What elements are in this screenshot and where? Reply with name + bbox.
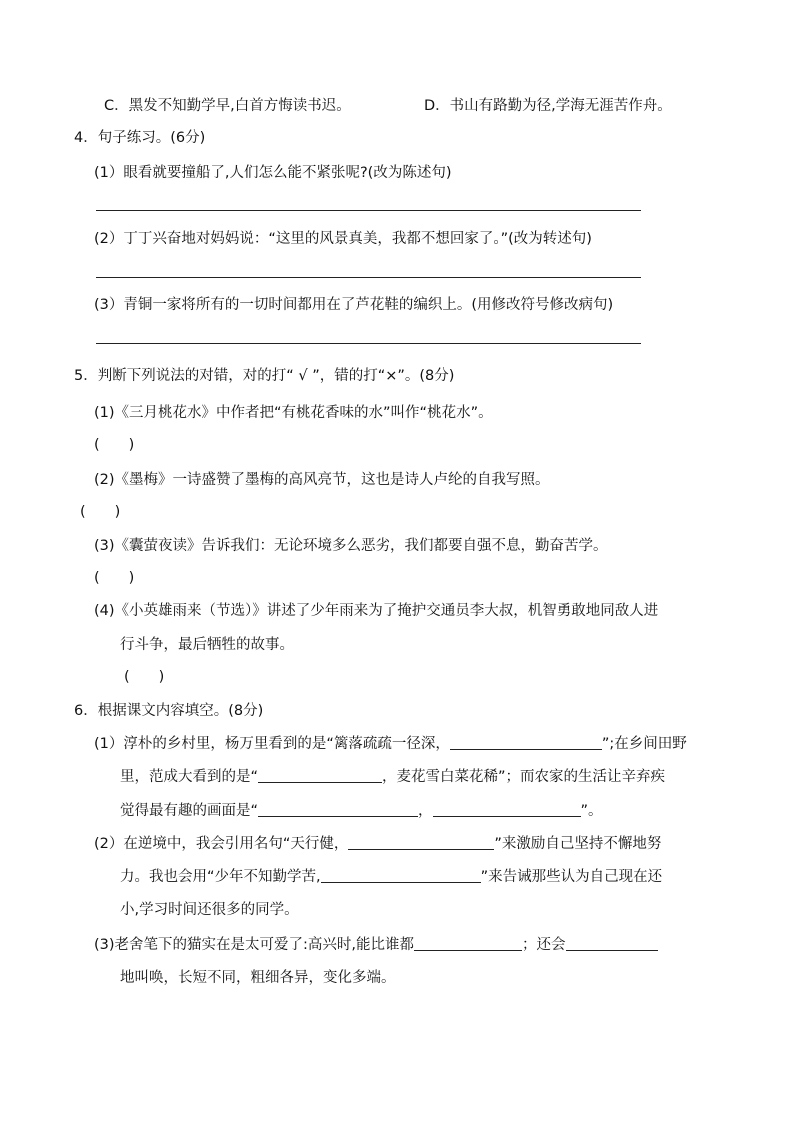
q6-blank-4[interactable] <box>433 802 581 817</box>
q6-blank-6[interactable] <box>321 868 481 883</box>
q6-p1-text-c: 里，范成大看到的是“ <box>120 769 259 785</box>
q6-p2-text-a: (2）在逆境中，我会引用名句“天行健， <box>94 836 349 852</box>
q5-item-3: (3)《囊萤夜读》告诉我们：无论环境多么恶劣，我们都要自强不息，勤奋苦学。 <box>94 538 608 554</box>
q6-p1-text-b: ”;在乡间田野 <box>601 736 687 752</box>
q6-p1-text-g: ”。 <box>580 803 603 819</box>
q5-answer-paren-1[interactable]: ( ) <box>94 437 135 453</box>
q5-item-1: (1)《三月桃花水》中作者把“有桃花香味的水”叫作“桃花水”。 <box>94 405 493 421</box>
q6-part-3-line-1 <box>94 935 658 955</box>
q5-answer-paren-2[interactable]: ( ) <box>80 504 121 520</box>
q6-title: 6．根据课文内容填空。(8分) <box>74 703 264 719</box>
q6-part-2-line-1 <box>94 834 661 854</box>
q6-blank-3[interactable] <box>258 802 418 817</box>
q6-p1-text-e: 觉得最有趣的画面是“ <box>120 803 259 819</box>
q6-blank-5[interactable] <box>348 835 494 850</box>
q5-item-2: (2)《墨梅》一诗盛赞了墨梅的高风亮节，这也是诗人卢纶的自我写照。 <box>94 472 550 488</box>
q5-item-4: (4)《小英雄雨来（节选）》讲述了少年雨来为了掩护交通员李大叔，机智勇敢地同敌人进 <box>94 603 659 619</box>
q4-item-1: (1）眼看就要撞船了,人们怎么能不紧张呢?(改为陈述句) <box>94 165 452 181</box>
q6-p3-text-b: ；还会 <box>522 937 566 953</box>
q6-p1-text-a: (1）淳朴的乡村里，杨万里看到的是“篱落疏疏一径深， <box>94 736 450 752</box>
q6-part-2-line-2 <box>120 867 662 887</box>
q6-part-1-line-3 <box>120 801 603 821</box>
q3-option-c: C．黑发不知勤学早,白首方悔读书迟。 <box>104 98 351 114</box>
q6-p1-text-d: ，麦花雪白菜花稀”；而农家的生活让辛弃疾 <box>382 769 666 785</box>
q6-part-1-line-1 <box>94 734 687 754</box>
q4-answer-line-3[interactable] <box>96 343 641 344</box>
q5-item-4-continued: 行斗争，最后牺牲的故事。 <box>120 637 294 653</box>
q6-blank-7[interactable] <box>414 936 522 951</box>
q6-blank-2[interactable] <box>258 768 382 783</box>
q3-option-d: D．书山有路勤为径,学海无涯苦作舟。 <box>424 98 672 114</box>
q4-item-2: (2）丁丁兴奋地对妈妈说：“这里的风景真美，我都不想回家了。”(改为转述句) <box>94 231 592 247</box>
q6-blank-8[interactable] <box>566 936 658 951</box>
q6-p1-text-f: ， <box>418 803 433 819</box>
q4-answer-line-1[interactable] <box>96 210 641 211</box>
q5-answer-paren-3[interactable]: ( ) <box>94 570 135 586</box>
q6-p3-text-a: (3)老舍笔下的猫实在是太可爱了:高兴时,能比谁都 <box>94 937 415 953</box>
q4-answer-line-2[interactable] <box>96 277 641 278</box>
q6-p2-text-c: 力。我也会用“少年不知勤学苦, <box>120 869 321 885</box>
q6-p2-text-d: ”来告诫那些认为自己现在还 <box>480 869 663 885</box>
q6-part-2-line-3: 小,学习时间还很多的同学。 <box>120 902 299 918</box>
q4-item-3: (3）青铜一家将所有的一切时间都用在了芦花鞋的编织上。(用修改符号修改病句) <box>94 297 614 313</box>
q5-answer-paren-4[interactable]: ( ) <box>124 669 165 685</box>
q6-part-3-line-2: 地叫唤，长短不同，粗细各异，变化多端。 <box>120 970 396 986</box>
q6-blank-1[interactable] <box>450 735 602 750</box>
q6-part-1-line-2 <box>120 767 665 787</box>
q5-title: 5．判断下列说法的对错，对的打“ √ ”，错的打“×”。(8分) <box>74 368 455 384</box>
q4-title: 4．句子练习。(6分) <box>74 130 206 146</box>
q6-p2-text-b: ”来激励自己坚持不懈地努 <box>494 836 662 852</box>
